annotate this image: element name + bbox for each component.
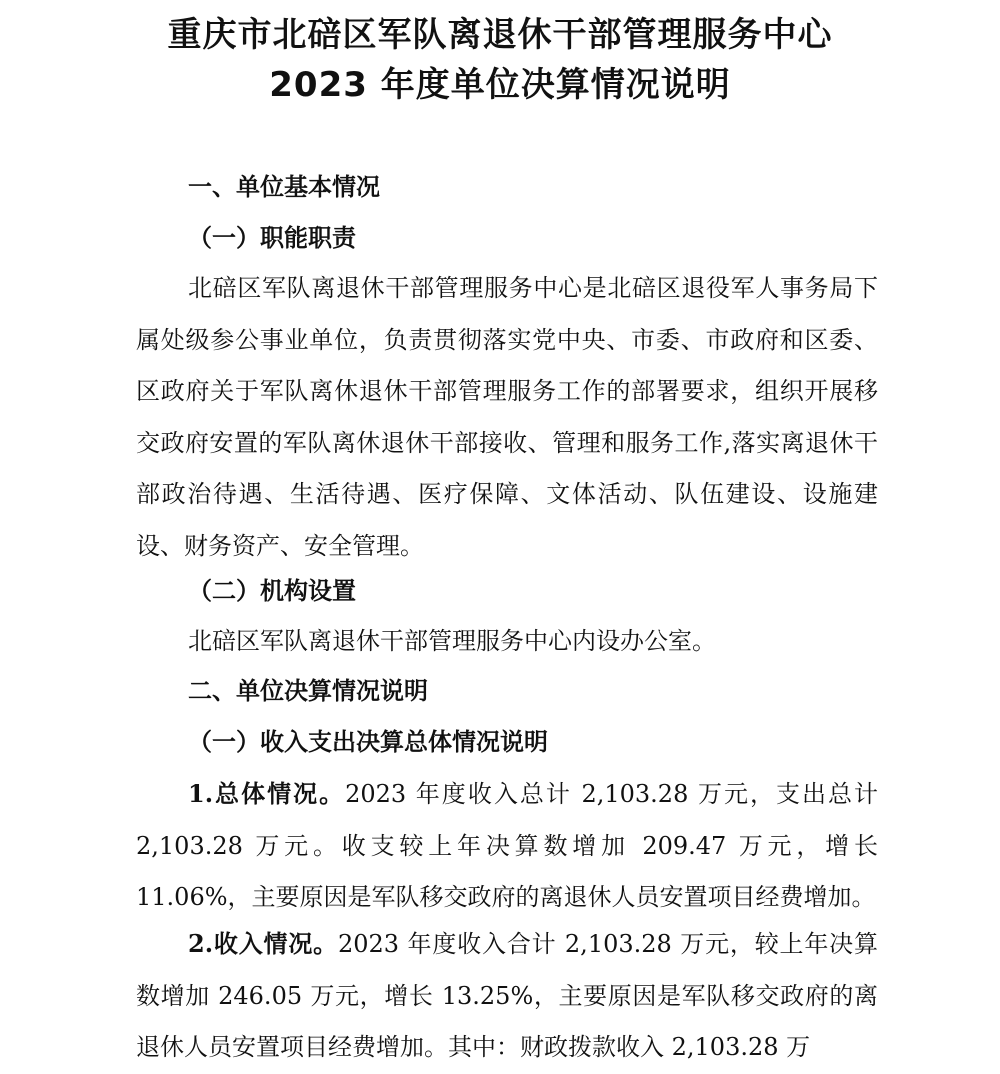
document-title-line-1: 重庆市北碚区军队离退休干部管理服务中心: [167, 15, 833, 55]
paragraph-organization: 北碚区军队离退休干部管理服务中心内设办公室。: [188, 627, 716, 655]
paragraph-functions: 北碚区军队离退休干部管理服务中心是北碚区退役军人事务局下属处级参公事业单位，负责贯彻落实党中央、市委、市政府和区委、区政府关于军队离休退休干部管理服务工作的部署要求，组织开展移交政府安置的军队离休退休干部接收、管理和服务工作,落实离退休干部政治待遇、生活待遇、医疗保障、文体活动、队伍建设、设施建设、财务资产、安全管理。: [136, 274, 878, 560]
paragraph-income: [136, 918, 878, 1074]
section-heading-basic-info: 一、单位基本情况: [188, 173, 380, 201]
paragraph-income-body: 2023 年度收入合计 2,103.28 万元，较上年决算数增加 246.05 万元，增长 13.25%，主要原因是军队移交政府的离退休人员安置项目经费增加。其中：财政拨款收入 2,103.28 万: [136, 930, 878, 1061]
paragraph-income-lead: 2.收入情况。: [188, 929, 338, 958]
subheading-functions: （一）职能职责: [188, 223, 356, 252]
section-heading-final-accounts: 二、单位决算情况说明: [188, 677, 428, 705]
paragraph-overall: [136, 768, 878, 924]
document-title-line-2: 2023 年度单位决算情况说明: [269, 65, 731, 105]
paragraph-overall-body: 2023 年度收入总计 2,103.28 万元，支出总计 2,103.28 万元。收支较上年决算数增加 209.47 万元，增长 11.06%，主要原因是军队移交政府的离退休人员安置项目经费增加。: [136, 780, 878, 911]
paragraph-overall-lead: 1.总体情况。: [188, 779, 346, 808]
subheading-income-expense-overview: （一）收入支出决算总体情况说明: [188, 727, 548, 756]
subheading-organization: （二）机构设置: [188, 576, 356, 605]
